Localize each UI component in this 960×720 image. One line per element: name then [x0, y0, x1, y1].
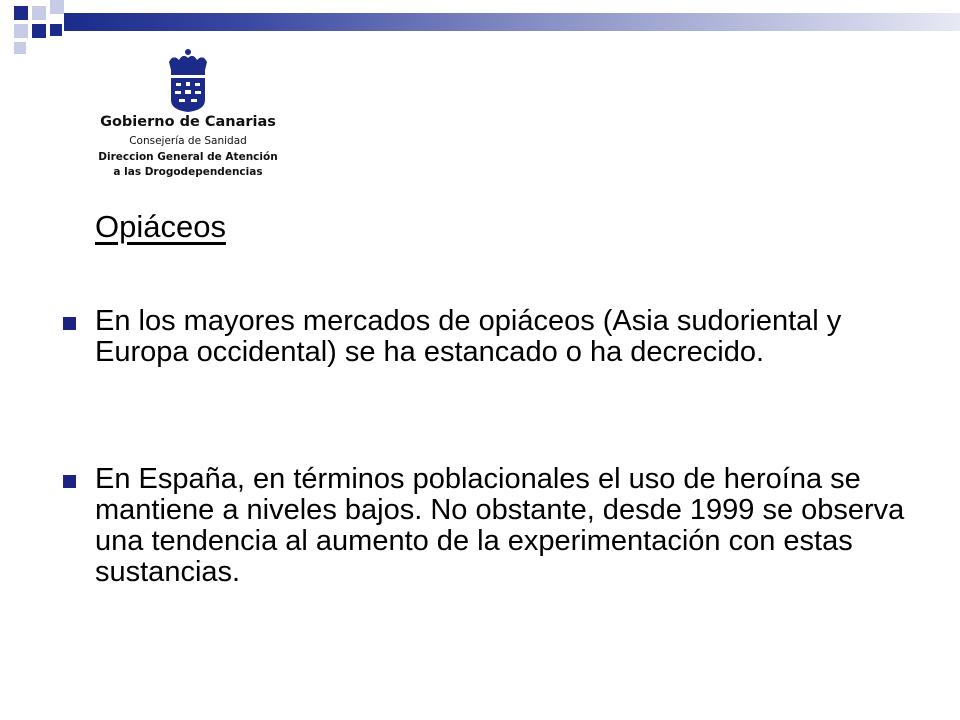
gobierno-canarias-logo [88, 48, 288, 188]
decor-square-light [32, 6, 46, 20]
decor-square-dark [50, 24, 62, 36]
decor-square-light [14, 42, 26, 54]
slide-title: Opiáceos [95, 209, 226, 244]
header-gradient-bar [64, 13, 960, 31]
logo-department: Direccion General de Atención [98, 151, 278, 163]
decor-square-dark [32, 24, 46, 38]
bullet-text: En España, en términos poblacionales el uso de heroína se mantiene a niveles bajos. No obstante, desde 1999 se observa una tendencia al aumento de la experimentación con estas sustancias. [95, 463, 905, 588]
bullet-text: En los mayores mercados de opiáceos (Asia sudoriental y Europa occidental) se ha estancado o ha decrecido. [95, 305, 842, 368]
bullet-marker [63, 317, 76, 330]
logo-subtitle: Consejería de Sanidad [129, 135, 247, 147]
logo-title: Gobierno de Canarias [100, 114, 276, 130]
decor-square-light [50, 0, 64, 14]
canarias-crest-icon [157, 48, 219, 112]
decor-square-dark [14, 6, 28, 20]
logo-department-cont: a las Drogodependencias [113, 166, 263, 178]
decor-square-light [14, 24, 28, 38]
bullet-marker [63, 475, 76, 488]
